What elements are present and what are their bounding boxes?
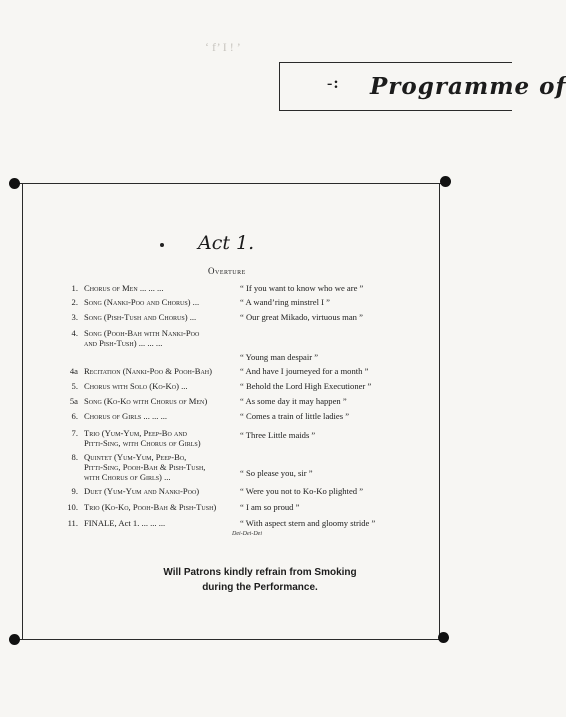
act-heading [160, 232, 280, 258]
item-dots: ... ... ... [136, 338, 163, 348]
item-dots: ... [161, 472, 171, 482]
smoking-notice-line-2: during the Performance. [202, 582, 318, 593]
item-number: 1. [71, 283, 78, 293]
item-quote: “ I am so proud ” [240, 502, 300, 512]
overture-label: Overture [208, 266, 246, 276]
bleed-through-text: ‘ f’ I ! ’ [205, 40, 241, 54]
item-number: 4. [71, 328, 78, 338]
item-number: 5. [71, 381, 78, 391]
item-number: 6. [71, 411, 78, 421]
item-dots: ... ... ... [141, 411, 168, 421]
item-dots: ... [178, 381, 188, 391]
item-number: 2. [71, 297, 78, 307]
item-quote: “ Comes a train of little ladies ” [240, 411, 350, 421]
item-title: Trio (Yum-Yum, Peep-Bo and Pitti-Sing, with Chorus of Girls) [84, 428, 201, 448]
item-quote: “ Behold the Lord High Executioner ” [240, 381, 372, 391]
act-bullet [160, 243, 164, 247]
programme-banner [279, 62, 566, 111]
printer-signature: Dei-Dei-Dei [232, 531, 262, 537]
item-number: 10. [67, 502, 78, 512]
item-quote: “ If you want to know who we are ” [240, 283, 364, 293]
item-title: Chorus with Solo (Ko-Ko) [84, 381, 179, 391]
item-quote: “ So please you, sir ” [240, 468, 313, 478]
item-title: Quintet (Yum-Yum, Peep-Bo, Pitti-Sing, Pooh-Bah & Pish-Tush, with Chorus of Girls) [84, 452, 206, 482]
item-number: 9. [71, 486, 78, 496]
item-title: FINALE, Act 1. [84, 518, 140, 528]
corner-dot-bottom-left [9, 634, 20, 645]
item-title: Song (Pish-Tush and Chorus) [84, 312, 188, 322]
frame-right-line [439, 183, 440, 639]
item-number: 7. [71, 428, 78, 438]
item-title: Chorus of Girls [84, 411, 142, 421]
item-quote: “ Young man despair ” [240, 352, 319, 362]
frame-bottom-line [14, 639, 446, 640]
item-quote: “ Three Little maids ” [240, 430, 316, 440]
corner-dot-bottom-right [438, 632, 449, 643]
item-dots: ... [190, 297, 200, 307]
corner-dot-top-right [440, 176, 451, 187]
item-number: 11. [67, 518, 78, 528]
banner-title: Programme of [370, 73, 566, 100]
item-title: Chorus of Men [84, 283, 138, 293]
item-quote: “ And have I journeyed for a month ” [240, 366, 369, 376]
frame-top-line [14, 183, 446, 184]
item-title: Song (Pooh-Bah with Nanki-Poo and Pish-Tush) [84, 328, 200, 348]
item-title: Duet (Yum-Yum and Nanki-Poo) [84, 486, 200, 496]
item-dots: ... ... ... [139, 518, 166, 528]
item-quote: “ Our great Mikado, virtuous man ” [240, 312, 363, 322]
item-quote: “ Were you not to Ko-Ko plighted ” [240, 486, 364, 496]
item-number: 3. [71, 312, 78, 322]
item-dots: ... ... ... [137, 283, 164, 293]
item-title: Recitation (Nanki-Poo & Pooh-Bah) [84, 366, 212, 376]
item-number: 8. [71, 452, 78, 462]
item-dots: ... [187, 312, 197, 322]
item-title: Song (Ko-Ko with Chorus of Men) [84, 396, 208, 406]
item-quote: “ With aspect stern and gloomy stride ” [240, 518, 376, 528]
item-quote: “ A wand’ring minstrel I ” [240, 297, 330, 307]
item-quote: “ As some day it may happen ” [240, 396, 347, 406]
item-number: 5a [69, 396, 78, 406]
item-title: Trio (Ko-Ko, Pooh-Bah & Pish-Tush) [84, 502, 217, 512]
act-title: Act 1. [198, 232, 255, 254]
smoking-notice-line-1: Will Patrons kindly refrain from Smoking [163, 567, 357, 578]
frame-left-line [22, 183, 23, 639]
banner-ornament: -: [327, 75, 340, 92]
item-title: Song (Nanki-Poo and Chorus) [84, 297, 191, 307]
item-number: 4a [69, 366, 78, 376]
corner-dot-top-left [9, 178, 20, 189]
